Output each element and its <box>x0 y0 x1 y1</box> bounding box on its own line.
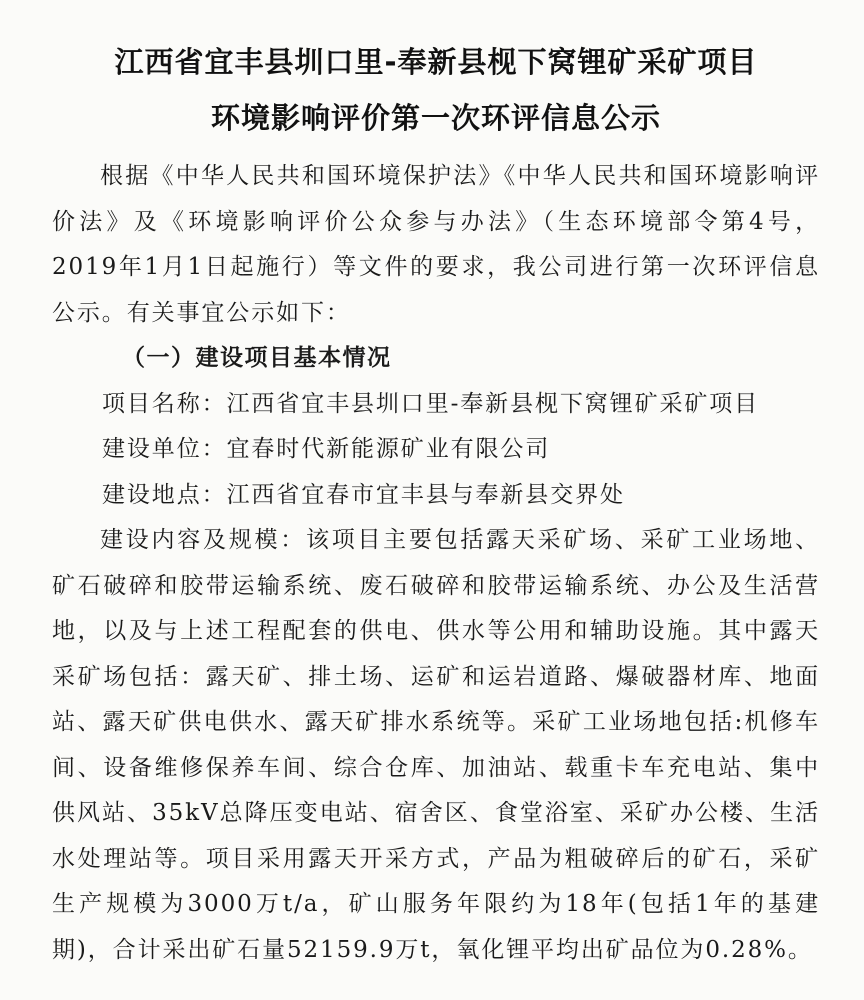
document-title-line1: 江西省宜丰县圳口里-奉新县枧下窝锂矿采矿项目 <box>114 45 758 79</box>
construction-unit-field: 建设单位：宜春时代新能源矿业有限公司 <box>102 436 551 462</box>
intro-paragraph: 根据《中华人民共和国环境保护法》《中华人民共和国环境影响评价法》及《环境影响评价公众参与办法》（生态环境部令第4号，2019年1月1日起施行）等文件的要求，我公司进行第一次环评信息公示。有关事宜公示如下： <box>52 163 820 326</box>
construction-site-field: 建设地点：江西省宜春市宜丰县与奉新县交界处 <box>102 481 625 508</box>
project-name-field: 项目名称：江西省宜丰县圳口里-奉新县枧下窝锂矿采矿项目 <box>102 390 760 417</box>
section-heading-basic-info: （一）建设项目基本情况 <box>122 345 392 371</box>
document-title-line2: 环境影响评价第一次环评信息公示 <box>210 101 661 135</box>
content-scale-paragraph: 建设内容及规模：该项目主要包括露天采矿场、采矿工业场地、矿石破碎和胶带运输系统、废石破碎和胶带运输系统、办公及生活营地，以及与上述工程配套的供电、供水等公用和辅助设施。其中露天采矿场包括：露天矿、排土场、运矿和运岩道路、爆破器材库、地面站、露天矿供电供水、露天矿排水系统等。采矿工业场地包括:机修车间、设备维修保养车间、综合仓库、加油站、载重卡车充电站、集中供风站、35kV总降压变电站、宿舍区、食堂浴室、采矿办公楼、生活水处理站等。项目采用露天开采方式，产品为粗破碎后的矿石，采矿生产规模为3000万t/a，矿山服务年限约为18年(包括1年的基建期)，合计采出矿石量52159.9万t，氧化锂平均出矿品位为0.28%。 <box>52 527 820 963</box>
